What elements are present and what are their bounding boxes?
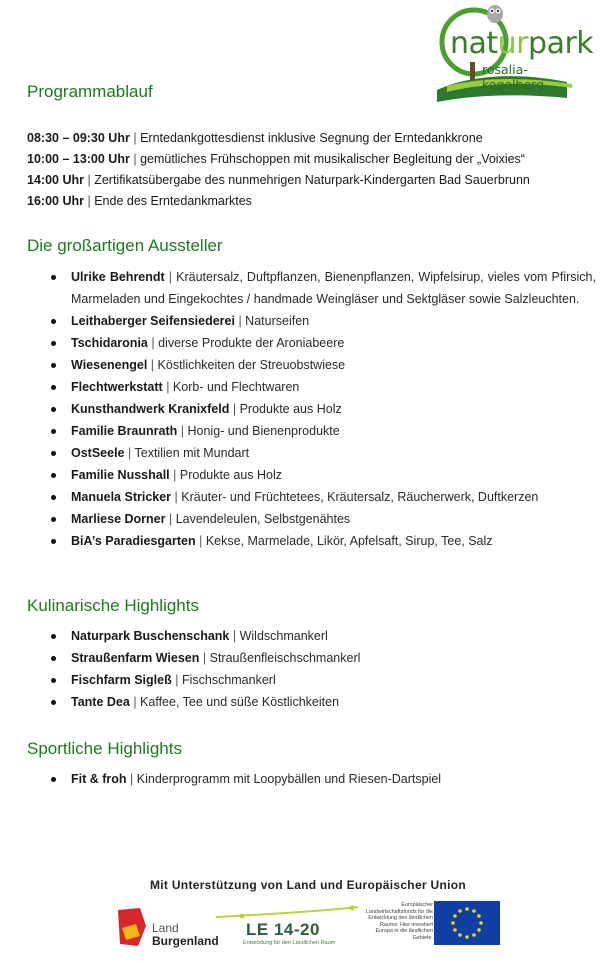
list-item: Kunsthandwerk Kranixfeld | Produkte aus Holz — [48, 399, 596, 421]
logo-subtitle: rosalia-kogelberg — [482, 62, 545, 92]
eu-fund-text: Europäischer Landwirtschaftsfonds für die Entwicklung des ländlichen Raums: Hier investiert Europa in die ländlichen Gebiete. — [365, 902, 433, 941]
logo-wordmark: naturpark — [450, 26, 594, 61]
list-item: Leithaberger Seifensiederei | Naturseifen — [48, 311, 596, 333]
program-heading: Programmablauf — [27, 82, 153, 101]
support-note: Mit Unterstützung von Land und Europäischer Union — [149, 878, 467, 892]
list-item: BiA’s Paradiesgarten | Kekse, Marmelade, Likör, Apfelsaft, Sirup, Tee, Salz — [48, 531, 596, 553]
list-item: Familie Nusshall | Produkte aus Holz — [48, 465, 596, 487]
list-item: OstSeele | Textilien mit Mundart — [48, 443, 596, 465]
eu-stars-icon — [434, 901, 500, 945]
burgenland-logo-label: Land Burgenland — [152, 921, 219, 948]
list-item: Manuela Stricker | Kräuter- und Früchtetees, Kräutersalz, Räucherwerk, Duftkerzen — [48, 487, 596, 509]
list-item: Familie Braunrath | Honig- und Bienenprodukte — [48, 421, 596, 443]
sports-list — [48, 769, 596, 791]
list-item: Straußenfarm Wiesen | Straußenfleischschmankerl — [48, 648, 596, 670]
list-item: Marliese Dorner | Lavendeleulen, Selbstgenähtes — [48, 509, 596, 531]
program-item: 08:30 – 09:30 Uhr | Erntedankgottesdienst inklusive Segnung der Erntedankkrone — [27, 131, 483, 145]
culinary-heading: Kulinarische Highlights — [27, 596, 199, 615]
naturpark-logo — [432, 2, 594, 106]
eu-flag — [434, 901, 500, 945]
list-item: Tschidaronia | diverse Produkte der Aroniabeere — [48, 333, 596, 355]
list-item: Flechtwerkstatt | Korb- und Flechtwaren — [48, 377, 596, 399]
exhibitors-list — [48, 267, 596, 553]
list-item: Naturpark Buschenschank | Wildschmankerl — [48, 626, 596, 648]
list-item: Tante Dea | Kaffee, Tee und süße Köstlichkeiten — [48, 692, 596, 714]
culinary-list — [48, 626, 596, 714]
list-item: Fit & froh | Kinderprogramm mit Loopybällen und Riesen-Dartspiel — [48, 769, 596, 791]
program-item: 16:00 Uhr | Ende des Erntedankmarktes — [27, 194, 252, 208]
program-item: 10:00 – 13:00 Uhr | gemütliches Frühschoppen mit musikalischer Begleitung der „Voixies“ — [27, 152, 525, 166]
le-logo-text: LE 14-20 — [246, 920, 320, 939]
list-item: Wiesenengel | Köstlichkeiten der Streuobstwiese — [48, 355, 596, 377]
sports-heading: Sportliche Highlights — [27, 739, 182, 758]
list-item: Fischfarm Sigleß | Fischschmankerl — [48, 670, 596, 692]
program-list — [27, 128, 530, 212]
le-logo-subtitle: Entwicklung für den Ländlichen Raum — [243, 940, 336, 946]
list-item: Ulrike Behrendt | Kräutersalz, Duftpflanzen, Bienenpflanzen, Wipfelsirup, vieles vom Pfirsich, Marmeladen und Eingekochtes / handmade Weingläser und Sektgläser sowie Salzleuchten. — [48, 267, 596, 310]
exhibitors-heading: Die großartigen Aussteller — [27, 236, 223, 255]
program-item: 14:00 Uhr | Zertifikatsübergabe des nunmehrigen Naturpark-Kindergarten Bad Sauerbrunn — [27, 173, 530, 187]
